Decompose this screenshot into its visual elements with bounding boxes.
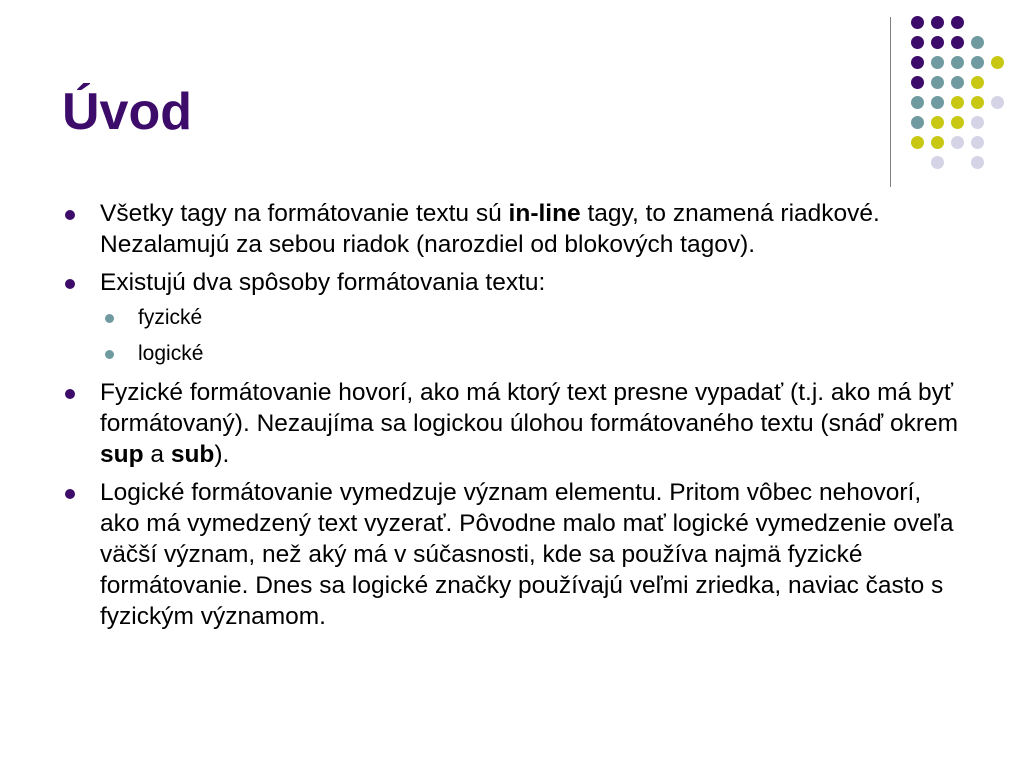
sub-bullet-item xyxy=(62,341,962,367)
bullet-text: Všetky tagy na formátovanie textu sú xyxy=(100,200,509,227)
decor-dot xyxy=(971,96,984,109)
decor-dot xyxy=(951,116,964,129)
bullet-item xyxy=(62,377,962,470)
bullet-item xyxy=(62,477,962,632)
sub-bullet-text: logické xyxy=(138,342,204,365)
decor-dot xyxy=(991,96,1004,109)
decor-dot xyxy=(911,136,924,149)
decor-dot xyxy=(951,16,964,29)
decor-dot xyxy=(971,76,984,89)
bullet-bold-text: sub xyxy=(170,441,215,468)
decor-dot xyxy=(971,156,984,169)
decor-dot xyxy=(931,156,944,169)
decorative-dot-grid xyxy=(0,0,1024,200)
decor-dot xyxy=(951,136,964,149)
decor-dot xyxy=(931,16,944,29)
decor-dot xyxy=(971,36,984,49)
decor-dot xyxy=(931,96,944,109)
bullet-text: ). xyxy=(214,441,230,468)
decor-dot xyxy=(951,96,964,109)
decor-dot xyxy=(971,136,984,149)
decor-dot xyxy=(911,36,924,49)
decor-dot xyxy=(951,56,964,69)
bullet-bold-text: sup xyxy=(100,441,144,468)
decor-dot xyxy=(951,76,964,89)
decor-dot xyxy=(911,16,924,29)
decor-dot xyxy=(931,116,944,129)
bullet-text: a xyxy=(143,441,171,468)
decor-dot xyxy=(911,96,924,109)
bullet-item xyxy=(62,198,962,260)
decor-dot xyxy=(971,116,984,129)
decor-dot xyxy=(911,56,924,69)
decor-dot xyxy=(931,76,944,89)
decor-dot xyxy=(911,76,924,89)
slide-body xyxy=(62,198,962,639)
decor-dot xyxy=(971,56,984,69)
bullet-item xyxy=(62,267,962,298)
decor-dot xyxy=(951,36,964,49)
decor-dot xyxy=(931,136,944,149)
bullet-text: tagy, to znamená riadkové. Nezalamujú za sebou riadok (narozdiel od blokových tagov). xyxy=(100,200,880,258)
bullet-text: Existujú dva spôsoby formátovania textu: xyxy=(100,269,546,296)
decor-dot xyxy=(911,116,924,129)
decor-dot xyxy=(991,56,1004,69)
bullet-text: Logické formátovanie vymedzuje význam elementu. Pritom vôbec nehovorí, ako má vymedzený text vyzerať. Pôvodne malo mať logické vymedzenie oveľa väčší význam, než aký má v súčasnosti, kde sa používa najmä fyzické formátovanie. Dnes sa logické značky používajú veľmi zriedka, naviac často s fyzickým významom. xyxy=(100,479,954,630)
bullet-bold-text: in-line xyxy=(508,200,581,227)
sub-bullet-text: fyzické xyxy=(138,306,203,329)
sub-bullet-item xyxy=(62,305,962,331)
decor-dot xyxy=(931,36,944,49)
decor-dot xyxy=(931,56,944,69)
slide-title: Úvod xyxy=(62,83,192,141)
bullet-text: Fyzické formátovanie hovorí, ako má ktorý text presne vypadať (t.j. ako má byť formátovaný). Nezaujíma sa logickou úlohou formátovaného textu (snáď okrem xyxy=(100,379,959,437)
